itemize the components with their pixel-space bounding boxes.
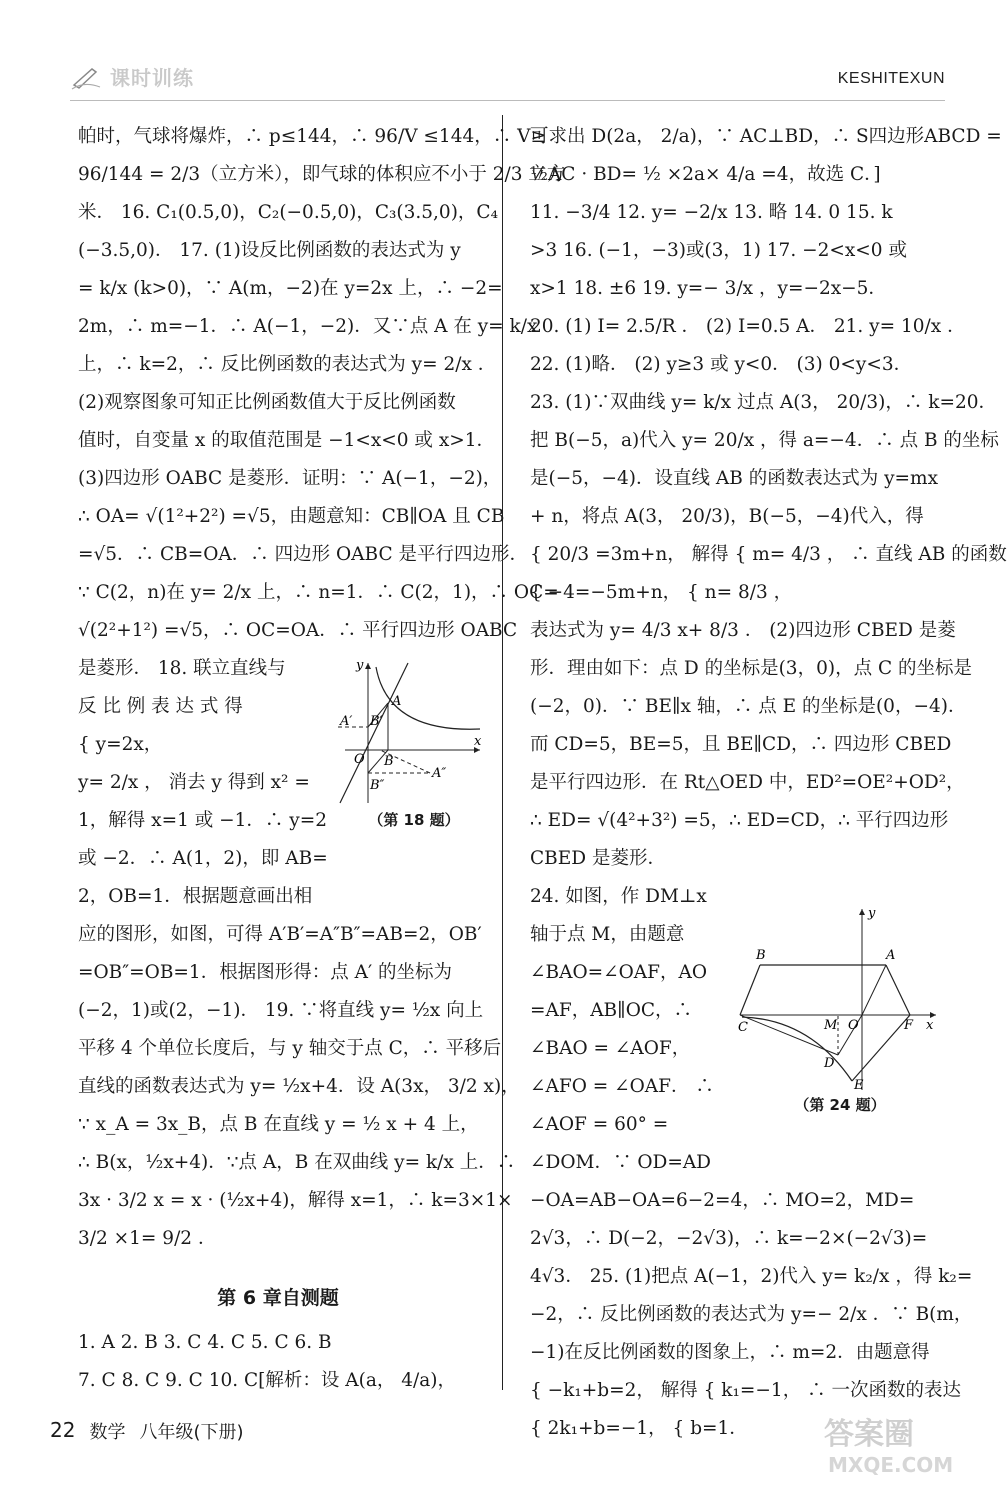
text-line: ∴ ED= √(4²+3²) =5，∴ ED=CD，∴ 平行四边形 — [530, 810, 949, 831]
text-line: −2，∴ 反比例函数的表达式为 y=− 2/x ．∵ B(m， — [530, 1304, 973, 1325]
text-line: ∴ B(x，½x+4)．∵点 A，B 在双曲线 y= k/x 上．∴ — [78, 1152, 516, 1173]
figure-24-graph — [738, 905, 940, 1093]
fig24-label-F: F — [904, 1018, 914, 1033]
figure-18-graph — [340, 655, 488, 805]
text-line: (2)观察图象可知正比例函数值大于反比例函数 — [78, 392, 456, 413]
text-line: ∠BAO = ∠AOF， — [530, 1038, 691, 1059]
fig24-label-x: x — [926, 1018, 934, 1033]
watermark-line2: MXQE.COM — [828, 1453, 954, 1477]
fig18-label-B2: B″ — [370, 778, 385, 793]
text-line: =AF，AB∥OC，∴ — [530, 1000, 693, 1021]
text-line: 直线的函数表达式为 y= ½x+4．设 A(3x， 3/2 x)， — [78, 1076, 520, 1097]
left-text-block-1 — [78, 118, 566, 650]
text-line: ∵ x_A = 3x_B，点 B 在直线 y = ½ x + 4 上， — [78, 1114, 479, 1135]
footer-subject: 数学 — [89, 1422, 126, 1443]
text-line: =OB″=OB=1．根据图形得：点 A′ 的坐标为 — [78, 962, 453, 983]
text-line: 2√3，∴ D(−2，−2√3)，∴ k=−2×(−2√3)= — [530, 1228, 928, 1249]
text-line: 形．理由如下：点 D 的坐标是(3，0)，点 C 的坐标是 — [530, 658, 972, 679]
text-line: y= 2/x ， 消去 y 得到 x² = — [78, 772, 310, 793]
figure-18 — [340, 655, 488, 840]
text-line: 96/144 = 2/3（立方米），即气球的体积应不小于 2/3 立方 — [78, 164, 566, 185]
text-line: ∠AFO = ∠OAF． ∴ — [530, 1076, 714, 1097]
figure-24 — [740, 905, 940, 1120]
text-line: x>1 18. ±6 19. y=− 3/x ，y=−2x−5． — [530, 278, 887, 299]
fig18-label-A: A — [392, 694, 402, 709]
text-line: 20. (1) I= 2.5/R ． (2) I=0.5 A． 21. y= 10/x ． — [530, 316, 966, 337]
text-line: ∠BAO=∠OAF，AO — [530, 962, 708, 983]
text-line: CBED 是菱形． — [530, 848, 666, 869]
text-line: 轴于点 M，由题意 — [530, 924, 685, 945]
left-text-block-2 — [78, 916, 520, 1258]
fig24-label-B: B — [756, 948, 766, 963]
text-line: + n，将点 A(3， 20/3)，B(−5，−4)代入，得 — [530, 506, 924, 527]
text-line: 3x · 3/2 x = x · (½x+4)，解得 x=1，∴ k=3×1× — [78, 1190, 513, 1211]
text-line: 11. −3/4 12. y= −2/x 13. 略 14. 0 15. k — [530, 202, 893, 223]
text-line: 是平行四边形．在 Rt△OED 中，ED²=OE²+OD²， — [530, 772, 965, 793]
text-line: { y=2x， — [78, 734, 163, 755]
text-line: =√5．∴ CB=OA．∴ 四边形 OABC 是平行四边形． — [78, 544, 528, 565]
text-line: ∴ OA= √(1²+2²) =√5，由题意知：CB∥OA 且 CB — [78, 506, 505, 527]
right-column — [530, 118, 1007, 1448]
text-line: 23. (1)∵双曲线 y= k/x 过点 A(3， 20/3)，∴ k=20． — [530, 392, 997, 413]
fig24-label-D: D — [824, 1056, 835, 1071]
text-line: 平移 4 个单位长度后，与 y 轴交于点 C，∴ 平移后 — [78, 1038, 502, 1059]
text-line: { −4=−5m+n， { n= 8/3 ， — [530, 582, 793, 603]
header-logo — [70, 62, 194, 91]
text-line: 或 −2．∴ A(1，2)，即 AB= — [78, 848, 328, 869]
fig18-label-O: O — [354, 752, 365, 767]
fig18-label-B1: B′ — [370, 714, 383, 729]
text-line: 表达式为 y= 4/3 x+ 8/3 ． (2)四边形 CBED 是菱 — [530, 620, 956, 641]
fig24-label-y: y — [868, 906, 876, 921]
fig18-label-x: x — [474, 734, 482, 749]
text-line: 是(−5，−4)．设直线 AB 的函数表达式为 y=mx — [530, 468, 939, 489]
pen-icon — [70, 63, 104, 91]
right-text-block-2 — [530, 1182, 973, 1448]
text-line: −1)在反比例函数的图象上，∴ m=2．由题意得 — [530, 1342, 930, 1363]
page-footer — [50, 1418, 244, 1444]
fig18-label-A1: A′ — [340, 714, 353, 729]
text-line: (−2，1)或(2，−1)． 19. ∵将直线 y= ½x 向上 — [78, 1000, 484, 1021]
fig18-label-A2: A″ — [432, 766, 447, 781]
text-line: { 20/3 =3m+n， 解得 { m= 4/3 ， ∴ 直线 AB 的函数 — [530, 544, 1007, 565]
answer-line: 7. C 8. C 9. C 10. C[解析：设 A(a， 4/a)， — [78, 1370, 456, 1391]
text-line: 22. (1)略． (2) y≥3 或 y<0． (3) 0<y<3． — [530, 354, 913, 375]
text-line: ∠DOM．∵ OD=AD — [530, 1152, 712, 1173]
text-line: 应的图形，如图，可得 A′B′=A″B″=AB=2，OB′ — [78, 924, 482, 945]
text-line: 2，OB=1．根据题意画出相 — [78, 886, 313, 907]
right-text-block-1 — [530, 118, 1007, 878]
header-brand: KESHITEXUN — [837, 70, 945, 87]
text-line: 米． 16. C₁(0.5,0)，C₂(−0.5,0)，C₃(3.5,0)，C₄ — [78, 202, 498, 223]
text-line: 3/2 ×1= 9/2 ． — [78, 1228, 217, 1249]
text-line: 是菱形． 18. 联立直线与 — [78, 658, 286, 679]
answer-key — [78, 1324, 478, 1400]
fig18-label-B: B — [384, 754, 394, 769]
footer-grade: 八年级(下册) — [139, 1422, 244, 1443]
text-line: >3 16. (−1，−3)或(3，1) 17. −2<x<0 或 — [530, 240, 907, 261]
text-line: √(2²+1²) =√5，∴ OC=OA．∴ 平行四边形 OABC — [78, 620, 518, 641]
text-line: = k/x (k>0)，∵ A(m，−2)在 y=2x 上，∴ −2= — [78, 278, 503, 299]
fig24-label-A: A — [886, 948, 896, 963]
text-line: (−3.5,0)． 17. (1)设反比例函数的表达式为 y — [78, 240, 461, 261]
text-line: (−2，0)．∵ BE∥x 轴，∴ 点 E 的坐标是(0，−4)． — [530, 696, 967, 717]
text-line: 1，解得 x=1 或 −1．∴ y=2 — [78, 810, 327, 831]
text-line: 而 CD=5，BE=5，且 BE∥CD，∴ 四边形 CBED — [530, 734, 952, 755]
logo-text: 课时训练 — [110, 66, 194, 90]
text-line: 4√3． 25. (1)把点 A(−1，2)代入 y= k₂/x ，得 k₂= — [530, 1266, 973, 1287]
text-line: ½AC · BD= ½ ×2a× 4/a =4，故选 C．] — [530, 164, 881, 185]
text-line: ∵ C(2，n)在 y= 2/x 上，∴ n=1．∴ C(2，1)，∴ OC= — [78, 582, 559, 603]
fig24-label-M: M — [824, 1018, 838, 1033]
text-line: −OA=AB−OA=6−2=4，∴ MO=2，MD= — [530, 1190, 915, 1211]
fig24-label-C: C — [738, 1020, 748, 1035]
header-divider — [70, 100, 945, 101]
figure-24-caption: （第 24 题） — [794, 1096, 886, 1114]
figure-18-caption: （第 18 题） — [368, 811, 460, 829]
text-line: { −k₁+b=2， 解得 { k₁=−1， ∴ 一次函数的表达 — [530, 1380, 961, 1401]
text-line: 把 B(−5，a)代入 y= 20/x ，得 a=−4．∴ 点 B 的坐标 — [530, 430, 999, 451]
text-line: (3)四边形 OABC 是菱形．证明：∵ A(−1，−2)， — [78, 468, 502, 489]
answer-line: 1. A 2. B 3. C 4. C 5. C 6. B — [78, 1332, 332, 1353]
fig24-label-O: O — [848, 1018, 859, 1033]
text-line: 反 比 例 表 达 式 得 — [78, 696, 243, 717]
text-line: 帕时，气球将爆炸，∴ p≤144，∴ 96/V ≤144，∴ V≥ — [78, 126, 546, 147]
text-line: 2m，∴ m=−1．∴ A(−1，−2)．又∵点 A 在 y= k/x — [78, 316, 538, 337]
text-line: { 2k₁+b=−1， { b=1． — [530, 1418, 748, 1439]
section-title: 第 6 章自测题 — [217, 1287, 339, 1309]
watermark-logo — [820, 1410, 970, 1480]
watermark-line1: 答案圈 — [824, 1417, 914, 1452]
text-line: 上，∴ k=2，∴ 反比例函数的表达式为 y= 2/x ． — [78, 354, 497, 375]
text-line: ∠AOF = 60° = — [530, 1114, 669, 1135]
text-line: 24. 如图，作 DM⊥x — [530, 886, 707, 907]
fig18-label-y: y — [356, 658, 364, 673]
fig24-label-E: E — [854, 1078, 864, 1093]
text-line: 值时，自变量 x 的取值范围是 −1<x<0 或 x>1． — [78, 430, 496, 451]
text-line: 可求出 D(2a， 2/a)，∵ AC⊥BD，∴ S四边形ABCD = — [530, 126, 1002, 147]
page-number: 22 — [50, 1418, 76, 1442]
